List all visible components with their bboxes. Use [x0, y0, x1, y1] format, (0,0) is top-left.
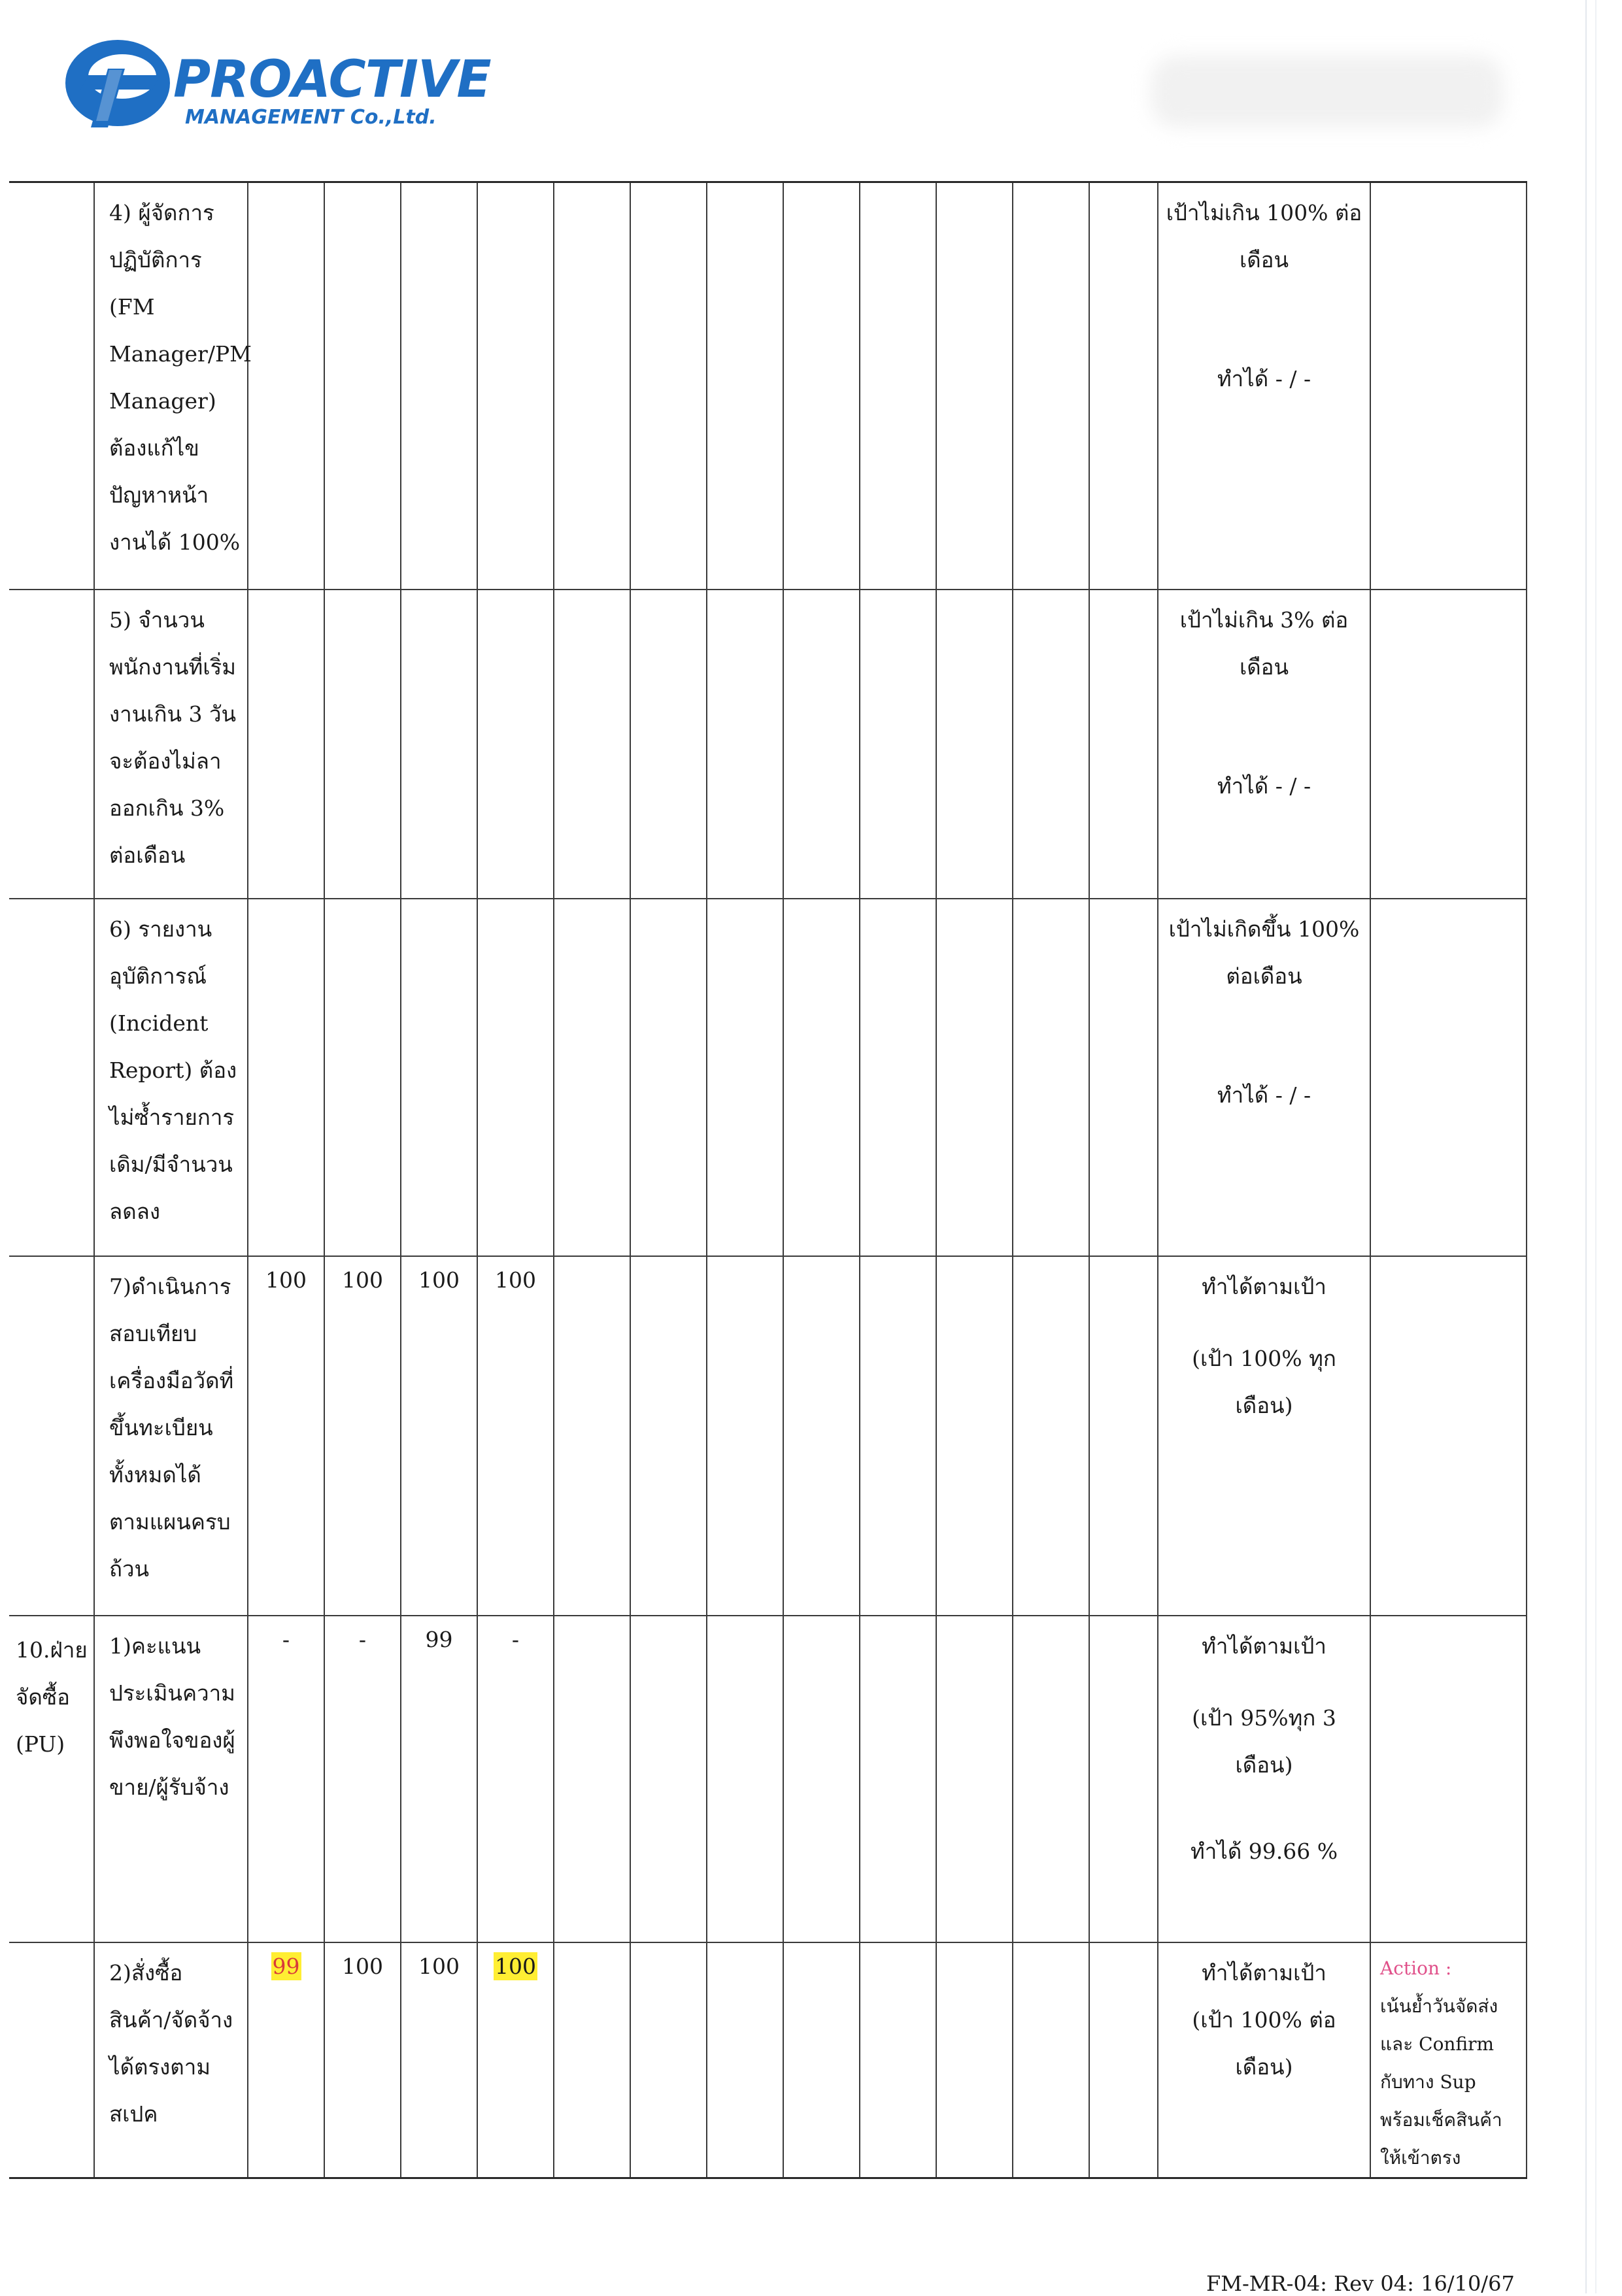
value-cell: 100	[401, 1256, 477, 1616]
topic-cell: 7)ดำเนินการสอบเทียบเครื่องมือวัดที่ขึ้นทะเบียนทั้งหมดได้ตามแผนครบถ้วน	[94, 1256, 248, 1616]
empty-cell	[936, 590, 1013, 899]
empty-cell	[554, 1942, 630, 2178]
result-cell	[1158, 1256, 1370, 1616]
company-subtitle: MANAGEMENT Co.,Ltd.	[185, 106, 437, 129]
empty-cell	[783, 590, 860, 899]
action-cell	[1370, 1616, 1527, 1942]
target-note: (เป้า 95%ทุก 3 เดือน)	[1192, 1705, 1336, 1778]
empty-cell	[860, 1616, 936, 1942]
company-logo	[62, 29, 491, 134]
company-name: PROACTIVE	[173, 50, 491, 109]
highlighted-value: 99	[272, 1953, 300, 1979]
empty-cell	[1013, 1942, 1089, 2178]
empty-cell	[630, 899, 707, 1256]
empty-cell	[707, 590, 783, 899]
faint-stamp	[1151, 56, 1504, 127]
value-cell	[477, 899, 554, 1256]
topic-cell: 1)คะแนนประเมินความพึงพอใจของผู้ขาย/ผู้รับจ้าง	[94, 1616, 248, 1942]
action-cell	[1370, 182, 1527, 590]
result-text: ทำได้ - / -	[1217, 773, 1311, 799]
value-cell: -	[324, 1616, 401, 1942]
value-cell	[248, 182, 324, 590]
action-label: Action :	[1380, 1957, 1452, 1979]
result-text: ทำได้ 99.66 %	[1190, 1838, 1338, 1864]
table-row	[9, 182, 1527, 590]
empty-cell	[1089, 1942, 1158, 2178]
empty-cell	[936, 182, 1013, 590]
value-cell	[401, 590, 477, 899]
dept-cell	[9, 182, 94, 590]
target-note: (เป้า 100% ทุกเดือน)	[1192, 1345, 1336, 1418]
value-cell	[248, 899, 324, 1256]
target-text: เป้าไม่เกิดขึ้น 100% ต่อเดือน	[1168, 916, 1360, 989]
target-text: ทำได้ตามเป้า	[1202, 1959, 1326, 1986]
result-cell	[1158, 590, 1370, 899]
page-edge-line	[1595, 0, 1597, 2293]
empty-cell	[860, 182, 936, 590]
result-text: ทำได้ - / -	[1217, 366, 1311, 391]
dept-cell	[9, 590, 94, 899]
empty-cell	[1089, 1616, 1158, 1942]
topic-cell: 5) จำนวนพนักงานที่เริ่มงานเกิน 3 วัน จะต้องไม่ลาออกเกิน 3% ต่อเดือน	[94, 590, 248, 899]
empty-cell	[783, 1942, 860, 2178]
empty-cell	[554, 1616, 630, 1942]
topic-cell: 6) รายงานอุบัติการณ์ (Incident Report) ต้องไม่ซ้ำรายการเดิม/มีจำนวนลดลง	[94, 899, 248, 1256]
empty-cell	[860, 1256, 936, 1616]
highlighted-value: 100	[495, 1953, 536, 1979]
empty-cell	[630, 1256, 707, 1616]
target-text: เป้าไม่เกิน 3% ต่อเดือน	[1179, 607, 1349, 680]
kpi-table	[9, 181, 1527, 2179]
result-cell	[1158, 1616, 1370, 1942]
value-cell: 100	[324, 1256, 401, 1616]
empty-cell	[1089, 590, 1158, 899]
target-text: ทำได้ตามเป้า	[1202, 1273, 1326, 1299]
result-text: ทำได้ - / -	[1217, 1082, 1311, 1108]
value-cell	[248, 590, 324, 899]
target-text: ทำได้ตามเป้า	[1202, 1633, 1326, 1659]
value-cell	[477, 182, 554, 590]
value-cell: 100	[324, 1942, 401, 2178]
dept-cell	[9, 1942, 94, 2178]
empty-cell	[1013, 899, 1089, 1256]
target-text: เป้าไม่เกิน 100% ต่อเดือน	[1166, 200, 1362, 273]
value-cell	[477, 590, 554, 899]
topic-cell: 4) ผู้จัดการปฏิบัติการ (FM Manager/PM Manager) ต้องแก้ไขปัญหาหน้างานได้ 100%	[94, 182, 248, 590]
result-cell	[1158, 1942, 1370, 2178]
empty-cell	[554, 182, 630, 590]
dept-cell: 10.ฝ่ายจัดซื้อ (PU)	[9, 1616, 94, 1942]
empty-cell	[707, 899, 783, 1256]
empty-cell	[1089, 1256, 1158, 1616]
empty-cell	[630, 1942, 707, 2178]
empty-cell	[860, 1942, 936, 2178]
empty-cell	[783, 182, 860, 590]
value-cell: 100	[401, 1942, 477, 2178]
table-row	[9, 1256, 1527, 1616]
action-text: เน้นย้ำวันจัดส่งและ Confirm กับทาง Sup พร้อมเช็คสินค้าให้เข้าตรง	[1380, 1995, 1502, 2169]
target-note: (เป้า 100% ต่อเดือน)	[1192, 2006, 1336, 2080]
dept-cell	[9, 1256, 94, 1616]
empty-cell	[554, 899, 630, 1256]
empty-cell	[860, 899, 936, 1256]
action-cell	[1370, 1942, 1527, 2178]
empty-cell	[936, 1942, 1013, 2178]
page-edge-line	[1585, 0, 1587, 2293]
value-cell	[401, 182, 477, 590]
empty-cell	[783, 899, 860, 1256]
empty-cell	[936, 1256, 1013, 1616]
action-cell	[1370, 1256, 1527, 1616]
empty-cell	[936, 899, 1013, 1256]
table-row	[9, 590, 1527, 899]
table-row	[9, 1942, 1527, 2178]
value-cell	[401, 899, 477, 1256]
value-cell: 100	[248, 1256, 324, 1616]
empty-cell	[630, 182, 707, 590]
empty-cell	[707, 1256, 783, 1616]
result-cell	[1158, 899, 1370, 1256]
empty-cell	[630, 1616, 707, 1942]
empty-cell	[860, 590, 936, 899]
action-cell	[1370, 899, 1527, 1256]
value-cell	[324, 899, 401, 1256]
empty-cell	[707, 1942, 783, 2178]
empty-cell	[783, 1616, 860, 1942]
empty-cell	[1089, 899, 1158, 1256]
value-cell	[324, 590, 401, 899]
result-cell	[1158, 182, 1370, 590]
document-code: FM-MR-04: Rev 04: 16/10/67	[1206, 2271, 1515, 2296]
topic-cell: 2)สั่งซื้อสินค้า/จัดจ้างได้ตรงตามสเปค	[94, 1942, 248, 2178]
empty-cell	[554, 1256, 630, 1616]
dept-cell	[9, 899, 94, 1256]
value-cell	[324, 182, 401, 590]
value-cell: -	[248, 1616, 324, 1942]
empty-cell	[630, 590, 707, 899]
value-cell: 99	[401, 1616, 477, 1942]
value-cell	[477, 1942, 554, 2178]
empty-cell	[554, 590, 630, 899]
empty-cell	[1013, 182, 1089, 590]
value-cell: 100	[477, 1256, 554, 1616]
value-cell: -	[477, 1616, 554, 1942]
empty-cell	[1013, 1616, 1089, 1942]
empty-cell	[783, 1256, 860, 1616]
empty-cell	[1013, 1256, 1089, 1616]
proactive-logo-icon	[62, 29, 173, 134]
empty-cell	[936, 1616, 1013, 1942]
table-row	[9, 1616, 1527, 1942]
empty-cell	[1013, 590, 1089, 899]
action-cell	[1370, 590, 1527, 899]
table-row	[9, 899, 1527, 1256]
empty-cell	[707, 1616, 783, 1942]
empty-cell	[707, 182, 783, 590]
value-cell	[248, 1942, 324, 2178]
empty-cell	[1089, 182, 1158, 590]
